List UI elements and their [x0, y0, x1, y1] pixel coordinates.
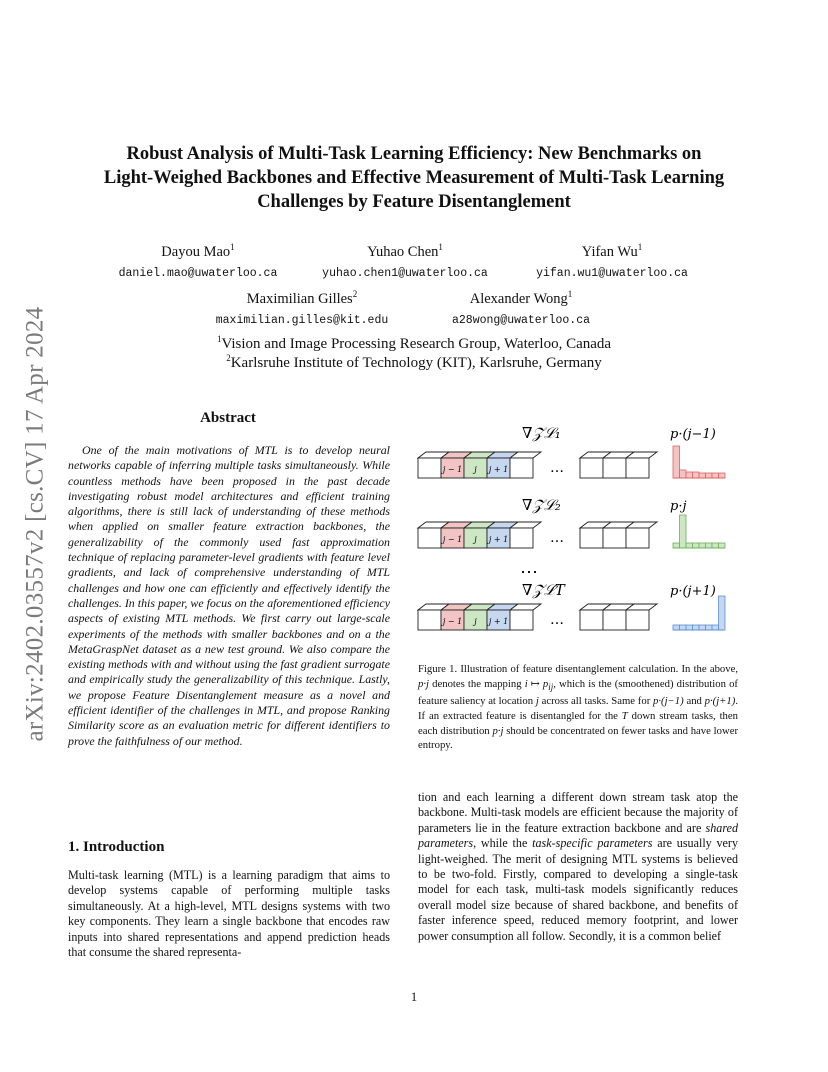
author-block — [119, 243, 278, 282]
author-affil-mark: 1 — [438, 242, 443, 253]
cell-index-label: j − 1 — [442, 465, 463, 474]
cube-face — [580, 528, 603, 548]
histogram-bar — [680, 470, 687, 478]
histogram-bar — [706, 543, 713, 548]
body-text: , while the — [473, 836, 533, 851]
author-block — [536, 243, 688, 282]
row-vdots: ⋯ — [520, 562, 538, 583]
gradient-label: ∇𝒵ℒT — [522, 581, 565, 599]
caption-math: i ↦ p — [524, 677, 549, 690]
caption-math: p·j — [492, 724, 504, 737]
author-affil-mark: 1 — [567, 289, 573, 300]
body-text: are usually very light-weighed. The merit of designing MTL systems is believed to be two-fold. Firstly, compared to developing a single-task model for each task, multi-task models significantly reduces overall model size because of shared backbone, and benefits of faster inference speed, reduced memory footprint, and lower power consumption all follow. Secondly, it is a common belief — [418, 836, 738, 943]
cube-face — [510, 528, 533, 548]
author-affil-mark: 1 — [637, 242, 643, 253]
histogram-bar — [706, 473, 713, 478]
caption-text: across all tasks. Same for — [538, 695, 654, 708]
cell-index-label: j — [474, 617, 477, 626]
cube-face — [418, 528, 441, 548]
cell-index-label: j + 1 — [488, 465, 509, 474]
caption-text: , which is the (smoothened) distribution of feature saliency at location — [418, 677, 738, 708]
author-email[interactable]: daniel.mao@uwaterloo.ca — [118, 267, 278, 280]
histogram-bar — [719, 473, 726, 478]
histogram-bar — [693, 625, 700, 630]
feature-cell — [510, 522, 541, 548]
cube-face — [603, 458, 626, 478]
row-ellipsis: … — [550, 530, 564, 546]
feature-cell — [626, 604, 657, 630]
introduction-body: Multi-task learning (MTL) is a learning paradigm that aims to develop systems capable of performing multiple tasks simultaneously. At a high-level, MTL designs systems with two key components. They learn a single backbone that encodes raw inputs into shared representations and append prediction heads that consume the shared representa- — [68, 868, 390, 960]
author-email[interactable]: a28wong@uwaterloo.ca — [451, 314, 591, 327]
distribution-label: p·(j+1) — [670, 584, 716, 599]
histogram-bar — [693, 472, 700, 478]
histogram-bar — [673, 446, 680, 478]
cube-face — [603, 528, 626, 548]
cube-face — [626, 610, 649, 630]
cube-face — [626, 458, 649, 478]
body-text: tion and each learning a different down stream task atop the backbone. Multi-task models are efficient because the majority of parameters lie in the feature extraction backbone and are — [418, 790, 738, 835]
figure-1-diagram — [408, 420, 776, 648]
affil-mark: 2 — [226, 353, 231, 363]
figure-1-caption — [418, 662, 738, 753]
cell-index-label: j + 1 — [488, 617, 509, 626]
feature-cell — [510, 452, 541, 478]
histogram-bar — [706, 625, 713, 630]
histogram-bar — [712, 473, 719, 478]
caption-math-sub: ij — [548, 681, 554, 692]
author-block — [322, 243, 488, 282]
affiliation-text: Karlsruhe Institute of Technology (KIT), Karlsruhe, Germany — [230, 355, 602, 371]
caption-math: p·j — [418, 677, 429, 690]
histogram-bar — [680, 515, 687, 548]
cell-index-label: j — [474, 535, 477, 544]
author-email[interactable]: maximilian.gilles@kit.edu — [215, 314, 389, 327]
caption-math: p·(j−1) — [653, 695, 684, 708]
histogram-bar — [673, 543, 680, 548]
caption-text: . If an extracted feature is disentangled for the — [418, 695, 738, 722]
caption-math: p·(j+1) — [704, 695, 736, 708]
paper-title — [60, 142, 768, 214]
histogram-bar — [712, 543, 719, 548]
cube-face — [580, 610, 603, 630]
histogram-bar — [699, 543, 706, 548]
cube-face — [626, 528, 649, 548]
author-block — [216, 290, 389, 329]
distribution-label: p·(j−1) — [670, 427, 716, 442]
cube-face — [580, 458, 603, 478]
body-emphasis: task-specific parameters — [532, 836, 653, 851]
caption-text: denotes the mapping — [429, 677, 525, 690]
author-affil-mark: 1 — [230, 242, 235, 253]
histogram-bar — [673, 625, 680, 630]
author-email[interactable]: yuhao.chen1@uwaterloo.ca — [322, 267, 488, 280]
author-name: Alexander Wong — [469, 291, 568, 307]
histogram-bar — [699, 473, 706, 478]
histogram-bar — [686, 543, 693, 548]
histogram-bar — [686, 625, 693, 630]
author-name: Yuhao Chen — [367, 244, 439, 260]
title-line: Robust Analysis of Multi-Task Learning Efficiency: New Benchmarks on — [126, 144, 702, 164]
cube-face — [510, 610, 533, 630]
feature-cell — [626, 522, 657, 548]
histogram-bar — [719, 596, 726, 630]
abstract-body: One of the main motivations of MTL is to develop neural networks capable of inferring multiple tasks simultaneously. While countless methods have been proposed in the past decade investigating robust model architectures and efficient training algorithms, there is still lack of understanding of these methods when applied on smaller feature extraction backbones, the generalizability of the commonly used fast approximation technique of replacing parameter-level gradients with feature level gradients, and lack of comprehensive understanding of MTL challenges and how one can efficiently and effectively identify the challenges. In this paper, we focus on the aforementioned efficiency aspects of existing MTL methods. We first carry out large-scale experiments of the methods with smaller backbones and on a the MetaGraspNet dataset as a new test ground. We also compare the existing methods with and without using the fast gradient surrogate and empirically study the generalizability of this technique. Lastly, we propose Feature Disentanglement measure as a novel and efficient identifier of the challenges in MTL, and propose Ranking Similarity score as an evaluation metric for different identifiers to prove the faithfulness of our method. — [68, 443, 390, 748]
histogram-bar — [712, 625, 719, 630]
caption-math: j — [535, 695, 539, 708]
cell-index-label: j − 1 — [442, 535, 463, 544]
histogram-bar — [719, 543, 726, 548]
caption-math: T — [621, 709, 628, 722]
affiliation-line — [160, 354, 668, 373]
cell-index-label: j — [474, 465, 477, 474]
caption-label: Figure 1. — [418, 663, 458, 675]
histogram-bar — [693, 543, 700, 548]
cell-index-label: j − 1 — [442, 617, 463, 626]
gradient-label: ∇𝒵ℒ₁ — [522, 424, 561, 442]
histogram-bar — [680, 625, 687, 630]
abstract-heading: Abstract — [200, 410, 256, 426]
author-name: Dayou Mao — [161, 244, 231, 260]
affiliation-text: Vision and Image Processing Research Group, Waterloo, Canada — [221, 336, 612, 352]
distribution-label: p·j — [670, 499, 687, 514]
row-ellipsis: … — [550, 612, 564, 628]
right-column-body — [418, 790, 738, 944]
title-line: Light-Weighed Backbones and Effective Measurement of Multi-Task Learning — [103, 168, 725, 188]
row-ellipsis: … — [550, 460, 564, 476]
cube-face — [510, 458, 533, 478]
affil-mark: 1 — [216, 334, 222, 344]
feature-cell — [510, 604, 541, 630]
arxiv-identifier — [18, 289, 52, 759]
title-line: Challenges by Feature Disentanglement — [257, 192, 571, 212]
author-affil-mark: 2 — [352, 289, 358, 300]
cell-index-label: j + 1 — [488, 535, 509, 544]
arxiv-identifier-text: arXiv:2402.03557v2 [cs.CV] 17 Apr 2024 — [21, 306, 49, 742]
author-name: Yifan Wu — [581, 244, 638, 260]
feature-cell — [626, 452, 657, 478]
cube-face — [418, 610, 441, 630]
author-block — [452, 290, 590, 329]
author-name: Maximilian Gilles — [246, 291, 353, 307]
body-emphasis: shared parameters — [418, 820, 738, 851]
page-number: 1 — [410, 990, 418, 1004]
gradient-label: ∇𝒵ℒ₂ — [522, 496, 561, 514]
caption-text: down stream tasks, then each distribution — [418, 709, 738, 737]
histogram-bar — [686, 472, 693, 478]
affiliations — [160, 335, 668, 373]
caption-text: Illustration of feature disentanglement calculation. In the above, — [460, 663, 739, 675]
section-heading-introduction: 1. Introduction — [68, 839, 165, 855]
cube-face — [418, 458, 441, 478]
caption-text: should be concentrated on fewer tasks and have lower entropy. — [418, 724, 739, 752]
affiliation-line — [160, 335, 668, 354]
caption-text: and — [683, 695, 705, 708]
cube-face — [603, 610, 626, 630]
histogram-bar — [699, 625, 706, 630]
author-email[interactable]: yifan.wu1@uwaterloo.ca — [536, 267, 688, 280]
